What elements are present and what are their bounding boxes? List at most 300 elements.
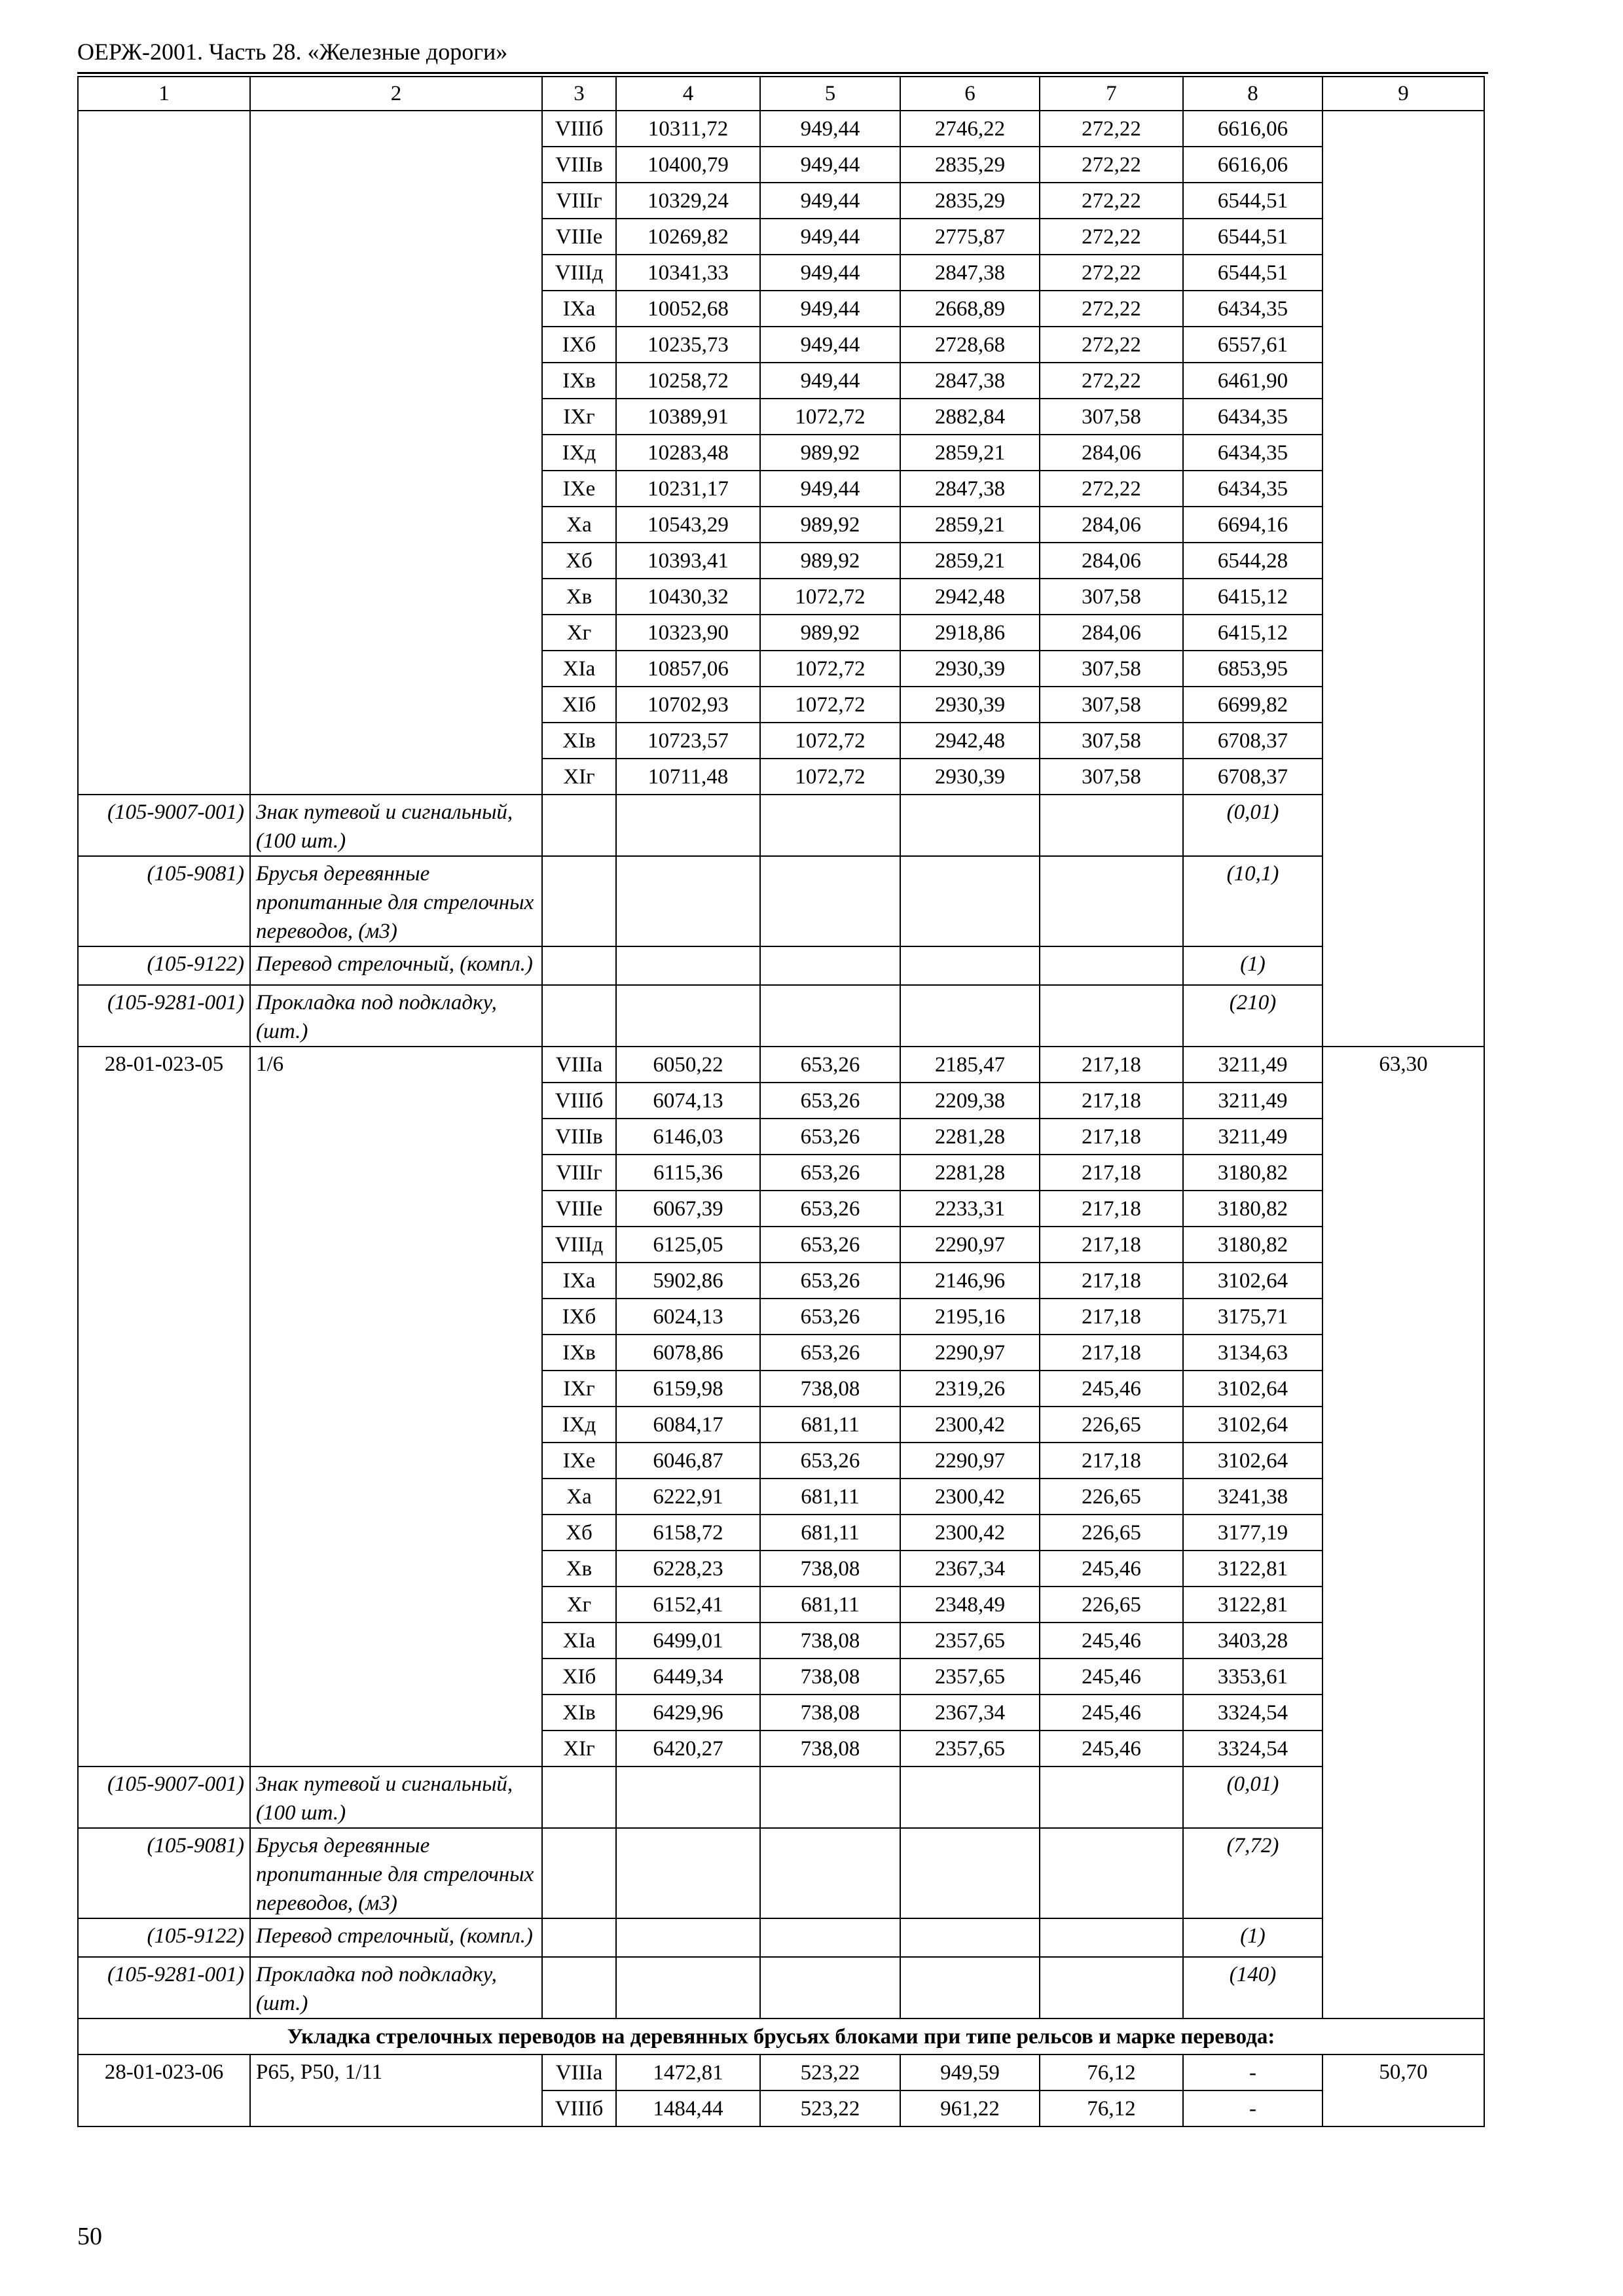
value-cell: 681,11: [760, 1587, 900, 1623]
value-cell: 6434,35: [1183, 435, 1322, 471]
value-cell: 307,58: [1040, 399, 1183, 435]
value-cell: 6050,22: [616, 1047, 760, 1083]
material-row: [78, 1767, 1484, 1828]
empty-cell: [900, 1957, 1040, 2018]
value-cell: 226,65: [1040, 1479, 1183, 1515]
value-cell: 2746,22: [900, 111, 1040, 147]
value-cell: 1484,44: [616, 2090, 760, 2126]
value-cell: IXг: [542, 1371, 616, 1407]
value-cell: 272,22: [1040, 471, 1183, 507]
material-name: Брусья деревянные пропитанные для стрелочных переводов, (м3): [250, 856, 542, 946]
value-cell: 6544,51: [1183, 219, 1322, 255]
material-row: [78, 1957, 1484, 2018]
value-cell: 2930,39: [900, 687, 1040, 723]
value-cell: 523,22: [760, 2090, 900, 2126]
value-cell: 2233,31: [900, 1191, 1040, 1227]
empty-cell: [542, 985, 616, 1047]
value-cell: 6146,03: [616, 1119, 760, 1155]
value-cell: 2942,48: [900, 723, 1040, 759]
value-cell: 10430,32: [616, 579, 760, 615]
value-cell: 217,18: [1040, 1443, 1183, 1479]
empty-cell: [760, 946, 900, 985]
column-number: 8: [1183, 77, 1322, 111]
empty-cell: [760, 856, 900, 946]
value-cell: 1072,72: [760, 759, 900, 795]
value-cell: VIIIд: [542, 255, 616, 291]
value-cell: 10258,72: [616, 363, 760, 399]
value-cell: VIIIб: [542, 2090, 616, 2126]
material-qty: (140): [1183, 1957, 1322, 2018]
value-cell: 6415,12: [1183, 579, 1322, 615]
column-number: 6: [900, 77, 1040, 111]
value-cell: XIв: [542, 723, 616, 759]
value-cell: 6694,16: [1183, 507, 1322, 543]
value-cell: 2290,97: [900, 1443, 1040, 1479]
value-cell: 653,26: [760, 1227, 900, 1263]
empty-cell: [1040, 795, 1183, 856]
empty-cell: [760, 1957, 900, 2018]
material-name: Брусья деревянные пропитанные для стрелочных переводов, (м3): [250, 1828, 542, 1918]
value-cell: 6046,87: [616, 1443, 760, 1479]
value-cell: VIIIе: [542, 219, 616, 255]
value-cell: 2835,29: [900, 183, 1040, 219]
value-cell: 6159,98: [616, 1371, 760, 1407]
value-cell: 6158,72: [616, 1515, 760, 1551]
value-cell: 6078,86: [616, 1335, 760, 1371]
value-cell: 10052,68: [616, 291, 760, 327]
value-cell: 6024,13: [616, 1299, 760, 1335]
value-cell: IXг: [542, 399, 616, 435]
value-cell: 2847,38: [900, 471, 1040, 507]
table-row: [78, 1047, 1484, 1083]
value-cell: 738,08: [760, 1371, 900, 1407]
value-cell: 6434,35: [1183, 291, 1322, 327]
value-cell: 653,26: [760, 1119, 900, 1155]
value-cell: 3241,38: [1183, 1479, 1322, 1515]
material-qty: (1): [1183, 946, 1322, 985]
material-qty: (0,01): [1183, 1767, 1322, 1828]
value-cell: VIIIе: [542, 1191, 616, 1227]
material-qty: (10,1): [1183, 856, 1322, 946]
value-cell: 949,44: [760, 219, 900, 255]
value-cell: 653,26: [760, 1443, 900, 1479]
material-code: (105-9081): [78, 856, 250, 946]
value-cell: 989,92: [760, 435, 900, 471]
value-cell: 245,46: [1040, 1371, 1183, 1407]
value-cell: 2195,16: [900, 1299, 1040, 1335]
value-cell: 681,11: [760, 1407, 900, 1443]
value-cell: 10393,41: [616, 543, 760, 579]
value-cell: 2185,47: [900, 1047, 1040, 1083]
empty-cell: [760, 1918, 900, 1957]
value-cell: 272,22: [1040, 291, 1183, 327]
empty-cell: [616, 985, 760, 1047]
value-cell: Xа: [542, 1479, 616, 1515]
value-cell: 245,46: [1040, 1659, 1183, 1695]
value-cell: 6152,41: [616, 1587, 760, 1623]
value-cell: 653,26: [760, 1263, 900, 1299]
value-cell: 10702,93: [616, 687, 760, 723]
empty-cell: [616, 1767, 760, 1828]
value-cell: Xб: [542, 1515, 616, 1551]
empty-cell: [1040, 1828, 1183, 1918]
value-cell: 2281,28: [900, 1155, 1040, 1191]
value-cell: 10269,82: [616, 219, 760, 255]
value-cell: 76,12: [1040, 2054, 1183, 2090]
value-cell: 2367,34: [900, 1695, 1040, 1731]
value-cell: 272,22: [1040, 147, 1183, 183]
material-name: Знак путевой и сигнальный, (100 шт.): [250, 1767, 542, 1828]
value-cell: 989,92: [760, 507, 900, 543]
value-cell: 2319,26: [900, 1371, 1040, 1407]
material-row: [78, 946, 1484, 985]
empty-cell: [542, 1957, 616, 2018]
value-cell: 6616,06: [1183, 111, 1322, 147]
value-cell: 6461,90: [1183, 363, 1322, 399]
value-cell: 307,58: [1040, 651, 1183, 687]
value-cell: 1072,72: [760, 579, 900, 615]
value-cell: 653,26: [760, 1155, 900, 1191]
empty-cell: [616, 856, 760, 946]
value-cell: 653,26: [760, 1299, 900, 1335]
value-cell: 949,44: [760, 255, 900, 291]
material-name: Перевод стрелочный, (компл.): [250, 1918, 542, 1957]
value-cell: 949,44: [760, 291, 900, 327]
value-cell: Xг: [542, 1587, 616, 1623]
value-cell: 3180,82: [1183, 1155, 1322, 1191]
column-number: 9: [1322, 77, 1484, 111]
material-code: (105-9081): [78, 1828, 250, 1918]
value-cell: 2859,21: [900, 543, 1040, 579]
column-number: 4: [616, 77, 760, 111]
empty-cell: [1040, 946, 1183, 985]
material-code: (105-9281-001): [78, 1957, 250, 2018]
value-cell: 949,44: [760, 471, 900, 507]
value-cell: VIIIв: [542, 147, 616, 183]
column-number-row: [78, 77, 1484, 111]
value-cell: Xв: [542, 1551, 616, 1587]
value-cell: VIIIб: [542, 111, 616, 147]
value-cell: 653,26: [760, 1083, 900, 1119]
value-cell: 6699,82: [1183, 687, 1322, 723]
material-row: [78, 856, 1484, 946]
value-cell: 6557,61: [1183, 327, 1322, 363]
value-cell: 10543,29: [616, 507, 760, 543]
value-cell: XIб: [542, 1659, 616, 1695]
value-cell: 10329,24: [616, 183, 760, 219]
section-heading: Укладка стрелочных переводов на деревянных брусьях блоками при типе рельсов и марке перевода:: [78, 2018, 1484, 2054]
empty-cell: [760, 1767, 900, 1828]
value-cell: 6853,95: [1183, 651, 1322, 687]
value-cell: 2668,89: [900, 291, 1040, 327]
value-cell: 6708,37: [1183, 759, 1322, 795]
empty-cell: [900, 985, 1040, 1047]
empty-cell: [900, 856, 1040, 946]
rates-table: [77, 76, 1485, 2127]
empty-cell: [1040, 985, 1183, 1047]
value-cell: IXд: [542, 1407, 616, 1443]
row-name-cell: [250, 111, 542, 795]
value-cell: 5902,86: [616, 1263, 760, 1299]
value-cell: 6434,35: [1183, 399, 1322, 435]
value-cell: 3211,49: [1183, 1047, 1322, 1083]
value-cell: 10283,48: [616, 435, 760, 471]
value-cell: 3353,61: [1183, 1659, 1322, 1695]
empty-cell: [616, 1957, 760, 2018]
value-cell: 76,12: [1040, 2090, 1183, 2126]
labor-cost-cell: 50,70: [1322, 2054, 1484, 2126]
empty-cell: [542, 1767, 616, 1828]
value-cell: 949,44: [760, 183, 900, 219]
value-cell: 1072,72: [760, 399, 900, 435]
material-code: (105-9122): [78, 946, 250, 985]
value-cell: 3211,49: [1183, 1083, 1322, 1119]
row-name-cell: 1/6: [250, 1047, 542, 1767]
row-code-cell: 28-01-023-06: [78, 2054, 250, 2126]
value-cell: 3122,81: [1183, 1551, 1322, 1587]
value-cell: 2882,84: [900, 399, 1040, 435]
value-cell: VIIIв: [542, 1119, 616, 1155]
column-number: 5: [760, 77, 900, 111]
material-name: Прокладка под подкладку, (шт.): [250, 985, 542, 1047]
value-cell: 272,22: [1040, 255, 1183, 291]
row-name-cell: Р65, Р50, 1/11: [250, 2054, 542, 2126]
value-cell: 2281,28: [900, 1119, 1040, 1155]
value-cell: 949,44: [760, 111, 900, 147]
value-cell: 949,44: [760, 147, 900, 183]
empty-cell: [616, 795, 760, 856]
value-cell: 10711,48: [616, 759, 760, 795]
value-cell: 226,65: [1040, 1407, 1183, 1443]
value-cell: 284,06: [1040, 507, 1183, 543]
value-cell: Xб: [542, 543, 616, 579]
value-cell: XIа: [542, 651, 616, 687]
value-cell: 2847,38: [900, 255, 1040, 291]
value-cell: 3324,54: [1183, 1695, 1322, 1731]
value-cell: 989,92: [760, 615, 900, 651]
value-cell: VIIIг: [542, 1155, 616, 1191]
value-cell: XIв: [542, 1695, 616, 1731]
value-cell: 681,11: [760, 1479, 900, 1515]
material-qty: (1): [1183, 1918, 1322, 1957]
empty-cell: [542, 946, 616, 985]
value-cell: XIг: [542, 759, 616, 795]
value-cell: 653,26: [760, 1335, 900, 1371]
value-cell: -: [1183, 2054, 1322, 2090]
empty-cell: [900, 1828, 1040, 1918]
value-cell: 6125,05: [616, 1227, 760, 1263]
value-cell: 3180,82: [1183, 1227, 1322, 1263]
value-cell: 284,06: [1040, 615, 1183, 651]
value-cell: 6084,17: [616, 1407, 760, 1443]
empty-cell: [1040, 1767, 1183, 1828]
value-cell: VIIIа: [542, 2054, 616, 2090]
value-cell: 6415,12: [1183, 615, 1322, 651]
empty-cell: [900, 795, 1040, 856]
value-cell: 2300,42: [900, 1407, 1040, 1443]
value-cell: 2357,65: [900, 1659, 1040, 1695]
material-row: [78, 985, 1484, 1047]
value-cell: 6616,06: [1183, 147, 1322, 183]
value-cell: 2859,21: [900, 435, 1040, 471]
value-cell: IXб: [542, 1299, 616, 1335]
value-cell: 10857,06: [616, 651, 760, 687]
value-cell: 3177,19: [1183, 1515, 1322, 1551]
value-cell: 2357,65: [900, 1731, 1040, 1767]
empty-cell: [900, 1918, 1040, 1957]
material-qty: (210): [1183, 985, 1322, 1047]
value-cell: IXд: [542, 435, 616, 471]
value-cell: 3102,64: [1183, 1407, 1322, 1443]
value-cell: 307,58: [1040, 723, 1183, 759]
value-cell: VIIIа: [542, 1047, 616, 1083]
value-cell: 10235,73: [616, 327, 760, 363]
empty-cell: [542, 795, 616, 856]
value-cell: 6434,35: [1183, 471, 1322, 507]
value-cell: IXа: [542, 1263, 616, 1299]
value-cell: 949,59: [900, 2054, 1040, 2090]
empty-cell: [760, 985, 900, 1047]
value-cell: XIг: [542, 1731, 616, 1767]
value-cell: 226,65: [1040, 1515, 1183, 1551]
labor-cost-cell: 63,30: [1322, 1047, 1484, 2018]
value-cell: IXв: [542, 1335, 616, 1371]
material-code: (105-9122): [78, 1918, 250, 1957]
value-cell: 307,58: [1040, 759, 1183, 795]
value-cell: 2918,86: [900, 615, 1040, 651]
value-cell: 3122,81: [1183, 1587, 1322, 1623]
value-cell: 10311,72: [616, 111, 760, 147]
material-code: (105-9281-001): [78, 985, 250, 1047]
value-cell: 738,08: [760, 1695, 900, 1731]
empty-cell: [1040, 856, 1183, 946]
empty-cell: [760, 1828, 900, 1918]
value-cell: 949,44: [760, 363, 900, 399]
empty-cell: [616, 946, 760, 985]
section-heading-row: [78, 2018, 1484, 2054]
value-cell: Xа: [542, 507, 616, 543]
value-cell: 6544,51: [1183, 255, 1322, 291]
value-cell: XIб: [542, 687, 616, 723]
value-cell: 3175,71: [1183, 1299, 1322, 1335]
value-cell: 653,26: [760, 1191, 900, 1227]
value-cell: 217,18: [1040, 1227, 1183, 1263]
value-cell: 6074,13: [616, 1083, 760, 1119]
empty-cell: [542, 1828, 616, 1918]
empty-cell: [760, 795, 900, 856]
empty-cell: [900, 1767, 1040, 1828]
value-cell: 523,22: [760, 2054, 900, 2090]
table-row: [78, 2054, 1484, 2090]
value-cell: 961,22: [900, 2090, 1040, 2126]
value-cell: 2930,39: [900, 651, 1040, 687]
value-cell: 307,58: [1040, 687, 1183, 723]
value-cell: 2290,97: [900, 1227, 1040, 1263]
value-cell: Xв: [542, 579, 616, 615]
value-cell: 3102,64: [1183, 1371, 1322, 1407]
value-cell: 2942,48: [900, 579, 1040, 615]
value-cell: IXб: [542, 327, 616, 363]
table-row: [78, 111, 1484, 147]
value-cell: 1472,81: [616, 2054, 760, 2090]
value-cell: 217,18: [1040, 1047, 1183, 1083]
value-cell: 3403,28: [1183, 1623, 1322, 1659]
value-cell: VIIIб: [542, 1083, 616, 1119]
value-cell: 6449,34: [616, 1659, 760, 1695]
value-cell: XIа: [542, 1623, 616, 1659]
value-cell: 738,08: [760, 1659, 900, 1695]
value-cell: 6429,96: [616, 1695, 760, 1731]
material-name: Прокладка под подкладку, (шт.): [250, 1957, 542, 2018]
value-cell: 217,18: [1040, 1335, 1183, 1371]
value-cell: 272,22: [1040, 327, 1183, 363]
value-cell: 10231,17: [616, 471, 760, 507]
value-cell: VIIIг: [542, 183, 616, 219]
value-cell: 6544,28: [1183, 543, 1322, 579]
value-cell: 2835,29: [900, 147, 1040, 183]
value-cell: 681,11: [760, 1515, 900, 1551]
value-cell: 272,22: [1040, 363, 1183, 399]
value-cell: VIIIд: [542, 1227, 616, 1263]
value-cell: 272,22: [1040, 111, 1183, 147]
column-number: 2: [250, 77, 542, 111]
value-cell: 2300,42: [900, 1479, 1040, 1515]
value-cell: 2930,39: [900, 759, 1040, 795]
value-cell: 738,08: [760, 1551, 900, 1587]
value-cell: 2367,34: [900, 1551, 1040, 1587]
value-cell: 6708,37: [1183, 723, 1322, 759]
value-cell: 2300,42: [900, 1515, 1040, 1551]
column-number: 3: [542, 77, 616, 111]
value-cell: 245,46: [1040, 1695, 1183, 1731]
header-rule: [77, 72, 1488, 74]
value-cell: 217,18: [1040, 1155, 1183, 1191]
empty-cell: [542, 1918, 616, 1957]
value-cell: IXе: [542, 1443, 616, 1479]
value-cell: 226,65: [1040, 1587, 1183, 1623]
value-cell: 2348,49: [900, 1587, 1040, 1623]
value-cell: 1072,72: [760, 687, 900, 723]
value-cell: IXе: [542, 471, 616, 507]
value-cell: 10323,90: [616, 615, 760, 651]
value-cell: 272,22: [1040, 183, 1183, 219]
value-cell: 6228,23: [616, 1551, 760, 1587]
value-cell: 2146,96: [900, 1263, 1040, 1299]
value-cell: 217,18: [1040, 1263, 1183, 1299]
value-cell: 738,08: [760, 1731, 900, 1767]
value-cell: 245,46: [1040, 1551, 1183, 1587]
value-cell: 307,58: [1040, 579, 1183, 615]
value-cell: 6222,91: [616, 1479, 760, 1515]
value-cell: 3102,64: [1183, 1263, 1322, 1299]
value-cell: 245,46: [1040, 1731, 1183, 1767]
value-cell: 653,26: [760, 1047, 900, 1083]
empty-cell: [616, 1828, 760, 1918]
value-cell: 10723,57: [616, 723, 760, 759]
page-number: 50: [77, 2223, 102, 2250]
page-header-title: ОЕРЖ-2001. Часть 28. «Железные дороги»: [77, 39, 508, 65]
empty-cell: [542, 856, 616, 946]
value-cell: 2290,97: [900, 1335, 1040, 1371]
value-cell: 989,92: [760, 543, 900, 579]
value-cell: 6420,27: [616, 1731, 760, 1767]
empty-cell: [1040, 1918, 1183, 1957]
value-cell: 949,44: [760, 327, 900, 363]
material-row: [78, 1918, 1484, 1957]
value-cell: 1072,72: [760, 651, 900, 687]
empty-cell: [616, 1918, 760, 1957]
value-cell: 284,06: [1040, 543, 1183, 579]
